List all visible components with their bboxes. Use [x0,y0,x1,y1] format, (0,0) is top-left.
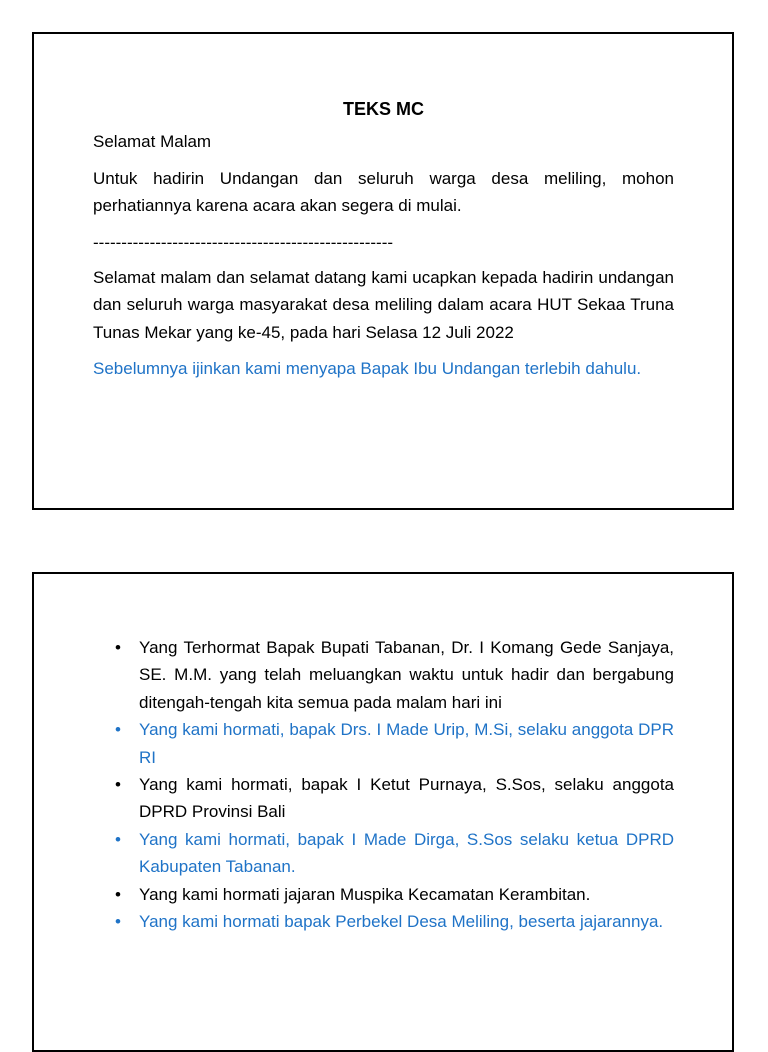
list-item [93,826,674,881]
list-item-text: Yang kami hormati, bapak I Ketut Purnaya, S.Sos, selaku anggota DPRD Provinsi Bali [139,775,674,822]
bullet-icon: • [115,720,121,740]
list-item-text: Yang kami hormati, bapak Drs. I Made Urip, M.Si, selaku anggota DPR RI [139,720,674,767]
page-title: TEKS MC [343,99,424,119]
slide-2 [32,572,734,1052]
slide-1 [32,32,734,510]
welcome-paragraph: Selamat malam dan selamat datang kami ucapkan kepada hadirin undangan dan seluruh warga masyarakat desa meliling dalam acara HUT Sekaa Truna Tunas Mekar yang ke-45, pada hari Selasa 12 Juli 2022 [93,267,674,342]
bullet-icon: • [115,775,121,795]
bullet-icon: • [115,884,121,904]
greeting-text: Selamat Malam [93,132,212,151]
greeting-intro-paragraph: Sebelumnya ijinkan kami menyapa Bapak Ibu Undangan terlebih dahulu. [93,359,642,378]
slide-2-content [93,634,674,935]
list-item [93,771,674,826]
bullet-icon: • [115,638,121,657]
list-item [93,634,674,716]
bullet-icon: • [115,829,121,849]
list-item [93,716,674,771]
list-item-text: Yang kami hormati, bapak I Made Dirga, S.Sos selaku ketua DPRD Kabupaten Tabanan. [139,829,674,877]
separator-line: ----------------------------------------------------- [93,232,394,252]
bullet-icon: • [115,912,121,932]
list-item-text: Yang Terhormat Bapak Bupati Tabanan, Dr. I Komang Gede Sanjaya, SE. M.M. yang telah meluangkan waktu untuk hadir dan bergabung ditengah-tengah kita semua pada malam hari ini [139,638,674,712]
list-item [93,881,674,908]
opening-paragraph: Untuk hadirin Undangan dan seluruh warga desa meliling, mohon perhatiannya karena acara akan segera di mulai. [93,168,674,215]
list-item-text: Yang kami hormati jajaran Muspika Kecamatan Kerambitan. [139,884,591,904]
list-item-text: Yang kami hormati bapak Perbekel Desa Meliling, beserta jajarannya. [139,912,664,932]
list-item [93,908,674,935]
guest-list [93,634,674,935]
slide-1-content [93,96,674,392]
